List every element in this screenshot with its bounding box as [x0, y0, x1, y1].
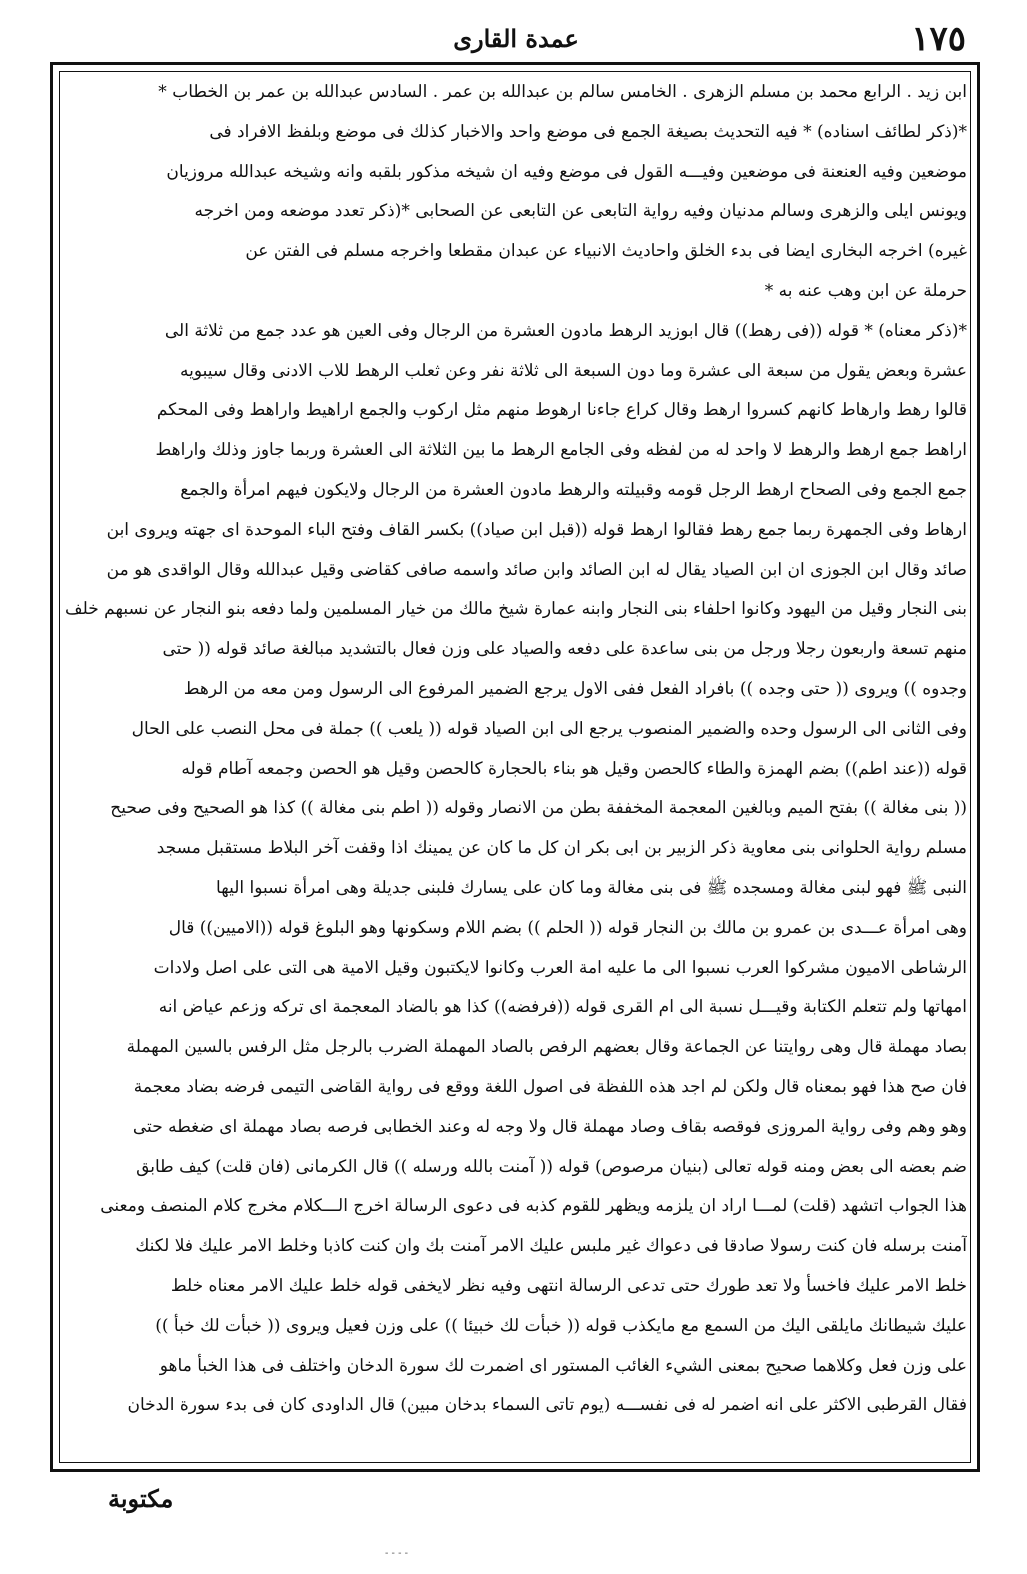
page-frame	[50, 62, 980, 1472]
text-line: (( بنى مغالة )) بفتح الميم وبالغين المعجمة المخففة بطن من الانصار وقوله (( اطم بنى مغالة )) كذا هو الصحيح وفى صحيح	[110, 798, 967, 819]
text-line: الرشاطى الاميون مشركوا العرب نسبوا الى ما عليه امة العرب وكانوا لايكتبون وقيل الامية هى التى على اصل ولادات	[153, 957, 967, 978]
text-line: بصاد مهملة قال وهى روايتنا عن الجماعة وقال بعضهم الرفص بالصاد المهملة الضرب بالرجل مثل الرفس بالسين المهملة	[126, 1037, 967, 1058]
running-title: عمدة القارى	[453, 24, 579, 53]
page-header	[60, 18, 972, 60]
text-line: ارهاط وفى الجمهرة ربما جمع رهط فقالوا ارهط قوله ((قبل ابن صياد)) بكسر القاف وفتح الباء الموحدة اى جهته ويروى ابن	[106, 519, 967, 540]
text-line: صائد وقال ابن الجوزى ان ابن الصياد يقال له ابن الصائد وابن صائد واسمه صافى كقاضى وقيل عبدالله وقال الواقدى هو من	[106, 559, 967, 580]
text-line: آمنت برسله فان كنت رسولا صادقا فى دعواك غير ملبس عليك الامر آمنت بك وان كنت كاذبا وخلط الامر عليك فلا لكنك	[135, 1236, 967, 1257]
text-line: وهى امرأة عـــدى بن عمرو بن مالك بن النجار قوله (( الحلم )) بضم اللام وسكونها وهو البلوغ قوله ((الاميين)) قال	[168, 917, 967, 938]
text-line: قوله ((عند اطم)) بضم الهمزة والطاء كالحصن وقيل هو بناء بالحجارة كالحصن وقيل هو الحصن وجمعه آطام قوله	[181, 758, 967, 779]
text-line: قالوا رهط وارهاط كانهم كسروا ارهط وقال كراع جاءنا ارهوط منهم مثل اركوب والجمع اراهيط واراهط وفى المحكم	[156, 400, 967, 421]
text-line: فان صح هذا فهو بمعناه قال ولكن لم اجد هذه اللفظة فى اصول اللغة ووقع فى رواية القاضى التيمى فرضه بضاد معجمة	[133, 1076, 967, 1097]
text-line: ويونس ايلى والزهرى وسالم مدنيان وفيه رواية التابعى عن التابعى عن الصحابى *(ذكر تعدد موضعه ومن اخرجه	[194, 201, 967, 222]
text-line: امهاتها ولم تتعلم الكتابة وقيـــل نسبة الى ام القرى قوله ((فرفضه)) كذا هو بالضاد المعجمة اى تركه وزعم عياض انه	[158, 997, 967, 1018]
text-line: فقال القرطبى الاكثر على انه اضمر له فى نفســـه (يوم تاتى السماء بدخان مبين) قال الداودى كان فى بدء سورة الدخان	[127, 1395, 967, 1416]
text-line: مسلم رواية الحلوانى بنى معاوية ذكر الزبير بن ابى بكر ان كل ما كان عن يمينك اذا وقفت آخر البلاط مستقبل مسجد	[156, 838, 967, 859]
text-line: موضعين وفيه العنعنة فى موضعين وفيـــه القول فى موضع وفيه ان شيخه مذكور بلقبه وانه وشيخه عبدالله مروزيان	[166, 161, 967, 182]
text-body	[63, 73, 967, 1463]
text-line: *(ذكر معناه) * قوله ((فى رهط)) قال ابوزيد الرهط مادون العشرة من الرجال وفى العين هو عدد جمع من ثلاثة الى	[164, 320, 967, 341]
text-line: النبى ﷺ فهو لبنى مغالة ومسجده ﷺ فى بنى مغالة وما كان على يسارك فلبنى جديلة وهى امرأة نسبوا اليها	[216, 877, 967, 898]
text-line: عليك شيطانك مايلقى اليك من السمع مع مايكذب قوله (( خبأت لك خبيئا )) على وزن فعيل ويروى (( خبأت لك خبأ ))	[155, 1315, 967, 1336]
text-line: خلط الامر عليك فاخسأ ولا تعد طورك حتى تدعى الرسالة انتهى وفيه نظر لايخفى قوله خلط عليك الامر معناه خلط	[170, 1275, 967, 1296]
text-line: على وزن فعل وكلاهما صحيح بمعنى الشيء الغائب المستور اى اضمرت لك سورة الدخان واختلف فى هذا الخبأ ماهو	[159, 1355, 967, 1376]
text-line: ابن زيد . الرابع محمد بن مسلم الزهرى . الخامس سالم بن عبدالله بن عمر . السادس عبدالله بن عمر بن الخطاب *	[158, 82, 967, 102]
text-line: حرملة عن ابن وهب عنه به *	[764, 280, 967, 301]
page-number: ١٧٥	[911, 19, 966, 59]
text-line: بنى النجار وقيل من اليهود وكانوا احلفاء بنى النجار وابنه عمارة شيخ مالك من خيار المسلمين ولما دفعه بنو النجار عن نسبهم خلف	[65, 599, 967, 620]
text-line: جمع الجمع وفى الصحاح ارهط الرجل قومه وقبيلته والرهط مادون العشرة من الرجال ولايكون فيهم امرأة والجمع	[180, 479, 967, 500]
catchword-signature: مكتوبة	[108, 1484, 174, 1513]
text-line: غيره) اخرجه البخارى ايضا فى بدء الخلق واحاديث الانبياء عن عبدان مقطعا واخرجه مسلم فى الفتن عن	[245, 241, 967, 262]
text-line	[63, 1426, 967, 1463]
footer-mark: - - - -	[385, 1548, 409, 1559]
text-line: وفى الثانى الى الرسول وحده والضمير المنصوب يرجع الى ابن الصياد قوله (( يلعب )) جملة فى محل النصب على الحال	[131, 718, 967, 739]
text-line: اراهط جمع ارهط والرهط لا واحد له من لفظه وفى الجامع الرهط ما بين الثلاثة الى العشرة وربما جاوز وذلك واراهط	[155, 440, 967, 461]
text-line: *(ذكر لطائف اسناده) * فيه التحديث بصيغة الجمع فى موضع واحد والاخبار كذلك فى موضع وبلفظ الافراد فى	[209, 121, 967, 142]
text-line: وهو وهم وفى رواية المروزى فوقصه بقاف وصاد مهملة قال ولا وجه له وعند الخطابى فرصه بصاد مهملة اى ضغطه حتى	[132, 1116, 967, 1137]
text-line: عشرة وبعض يقول من سبعة الى عشرة وما دون السبعة الى ثلاثة نفر وعن ثعلب الرهط للاب الادنى وقال سيبويه	[179, 360, 967, 381]
text-line: منهم تسعة واربعون رجلا ورجل من بنى ساعدة على دفعه والصياد على وزن فعال بالتشديد مبالغة صائد قوله (( حتى	[162, 639, 967, 660]
text-line: هذا الجواب اتشهد (قلت) لمـــا اراد ان يلزمه ويظهر للقوم كذبه فى دعوى الرسالة اخرج الـــكلام مخرج كلام المنصف ومعنى	[100, 1196, 967, 1217]
text-line: ضم بعضه الى بعض ومنه قوله تعالى (بنيان مرصوص) قوله (( آمنت بالله ورسله )) قال الكرمانى (فان قلت) كيف طابق	[136, 1156, 967, 1177]
text-line: وجدوه )) ويروى (( حتى وجده )) بافراد الفعل ففى الاول يرجع الضمير المرفوع الى الرسول ومن معه من الرهط	[183, 678, 967, 699]
